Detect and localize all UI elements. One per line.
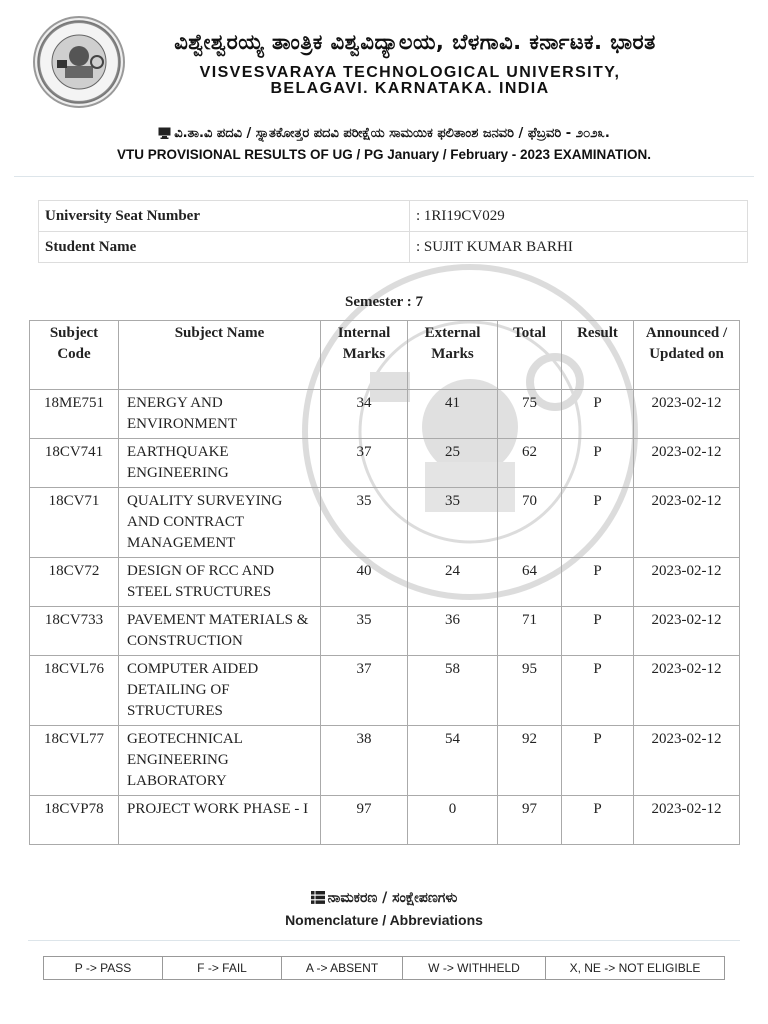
header-subject-code: Subject Code [30,321,119,390]
subject-name: GEOTECHNICAL ENGINEERING LABORATORY [119,726,321,796]
announced-date: 2023-02-12 [634,558,740,607]
internal-marks: 97 [321,796,408,845]
monitor-icon [158,127,171,143]
result: P [562,656,634,726]
table-row [30,656,740,726]
subject-name: ENERGY AND ENVIRONMENT [119,390,321,439]
table-row [30,726,740,796]
result: P [562,488,634,558]
student-name-row [39,232,748,263]
table-row [30,607,740,656]
internal-marks: 38 [321,726,408,796]
result: P [562,439,634,488]
subject-name: EARTHQUAKE ENGINEERING [119,439,321,488]
abbreviation-absent: A -> ABSENT [282,957,403,980]
header-total: Total [498,321,562,390]
table-row [30,558,740,607]
total-marks: 62 [498,439,562,488]
abbreviations-table [43,956,725,980]
subject-code: 18CVL77 [30,726,119,796]
subject-code: 18CV71 [30,488,119,558]
header-external-marks: External Marks [408,321,498,390]
header-result: Result [562,321,634,390]
subject-code: 18CVP78 [30,796,119,845]
subject-code: 18CV733 [30,607,119,656]
total-marks: 64 [498,558,562,607]
nomenclature-divider [28,940,740,941]
external-marks: 25 [408,439,498,488]
seat-number-value: : 1RI19CV029 [410,201,748,232]
university-title-line2: BELAGAVI. KARNATAKA. INDIA [270,80,550,97]
seat-number-label: University Seat Number [39,201,410,232]
result: P [562,796,634,845]
results-subtitle-kannada [0,126,768,143]
external-marks: 35 [408,488,498,558]
subject-code: 18CVL76 [30,656,119,726]
internal-marks: 37 [321,439,408,488]
abbreviation-withheld: W -> WITHHELD [403,957,546,980]
announced-date: 2023-02-12 [634,390,740,439]
total-marks: 75 [498,390,562,439]
table-row [30,390,740,439]
seat-number-row [39,201,748,232]
subject-name: QUALITY SURVEYING AND CONTRACT MANAGEMENT [119,488,321,558]
external-marks: 36 [408,607,498,656]
external-marks: 54 [408,726,498,796]
announced-date: 2023-02-12 [634,796,740,845]
header-internal-marks: Internal Marks [321,321,408,390]
results-header-row [30,321,740,390]
external-marks: 41 [408,390,498,439]
university-title-english [140,65,680,97]
total-marks: 97 [498,796,562,845]
announced-date: 2023-02-12 [634,656,740,726]
university-title-kannada: ವಿಶ್ವೇಶ್ವರಯ್ಯ ತಾಂತ್ರಿಕ ವಿಶ್ವವಿದ್ಯಾಲಯ, ಬೆಳಗಾವಿ. ಕರ್ನಾಟಕ. ಭಾರತ [174,30,656,54]
internal-marks: 40 [321,558,408,607]
header-divider [14,176,754,177]
internal-marks: 35 [321,488,408,558]
subject-name: PAVEMENT MATERIALS & CONSTRUCTION [119,607,321,656]
results-subtitle-kannada-text: ವಿ.ತಾ.ವಿ ಪದವಿ / ಸ್ನಾತಕೋತ್ತರ ಪದವಿ ಪರೀಕ್ಷೆಯ ಸಾಮಯಿಕ ಫಲಿತಾಂಶ ಜನವರಿ / ಫೆಬ್ರವರಿ - ೨೦೨೩. [174,126,610,141]
announced-date: 2023-02-12 [634,488,740,558]
abbreviation-fail: F -> FAIL [163,957,282,980]
header-announced-on: Announced / Updated on [634,321,740,390]
abbreviations-row [44,957,725,980]
nomenclature-title-kannada-text: ನಾಮಕರಣ / ಸಂಕ್ಷೇಪಣಗಳು [327,890,458,906]
subject-code: 18CV72 [30,558,119,607]
subject-code: 18ME751 [30,390,119,439]
result: P [562,390,634,439]
result: P [562,558,634,607]
university-title-line1: VISVESVARAYA TECHNOLOGICAL UNIVERSITY, [199,64,621,81]
total-marks: 71 [498,607,562,656]
semester-label: Semester : 7 [344,294,424,310]
abbreviation-not-eligible: X, NE -> NOT ELIGIBLE [546,957,725,980]
external-marks: 0 [408,796,498,845]
header-subject-name: Subject Name [119,321,321,390]
subject-code: 18CV741 [30,439,119,488]
university-logo [33,16,125,108]
abbreviation-pass: P -> PASS [44,957,163,980]
announced-date: 2023-02-12 [634,607,740,656]
subject-name: COMPUTER AIDED DETAILING OF STRUCTURES [119,656,321,726]
subject-name: PROJECT WORK PHASE - I [119,796,321,845]
announced-date: 2023-02-12 [634,439,740,488]
subject-name: DESIGN OF RCC AND STEEL STRUCTURES [119,558,321,607]
student-name-value: : SUJIT KUMAR BARHI [410,232,748,263]
results-table [29,320,740,845]
total-marks: 70 [498,488,562,558]
total-marks: 95 [498,656,562,726]
student-info-table [38,200,748,263]
page-header [0,0,768,120]
table-row [30,488,740,558]
internal-marks: 35 [321,607,408,656]
nomenclature-title-kannada [0,890,768,908]
university-seal-icon [35,18,123,106]
list-icon [311,891,325,908]
total-marks: 92 [498,726,562,796]
result: P [562,726,634,796]
result: P [562,607,634,656]
external-marks: 24 [408,558,498,607]
internal-marks: 34 [321,390,408,439]
student-name-label: Student Name [39,232,410,263]
table-row [30,439,740,488]
nomenclature-title-english: Nomenclature / Abbreviations [285,912,483,928]
announced-date: 2023-02-12 [634,726,740,796]
table-row [30,796,740,845]
internal-marks: 37 [321,656,408,726]
results-subtitle-english: VTU PROVISIONAL RESULTS OF UG / PG January / February - 2023 EXAMINATION. [116,147,652,162]
external-marks: 58 [408,656,498,726]
